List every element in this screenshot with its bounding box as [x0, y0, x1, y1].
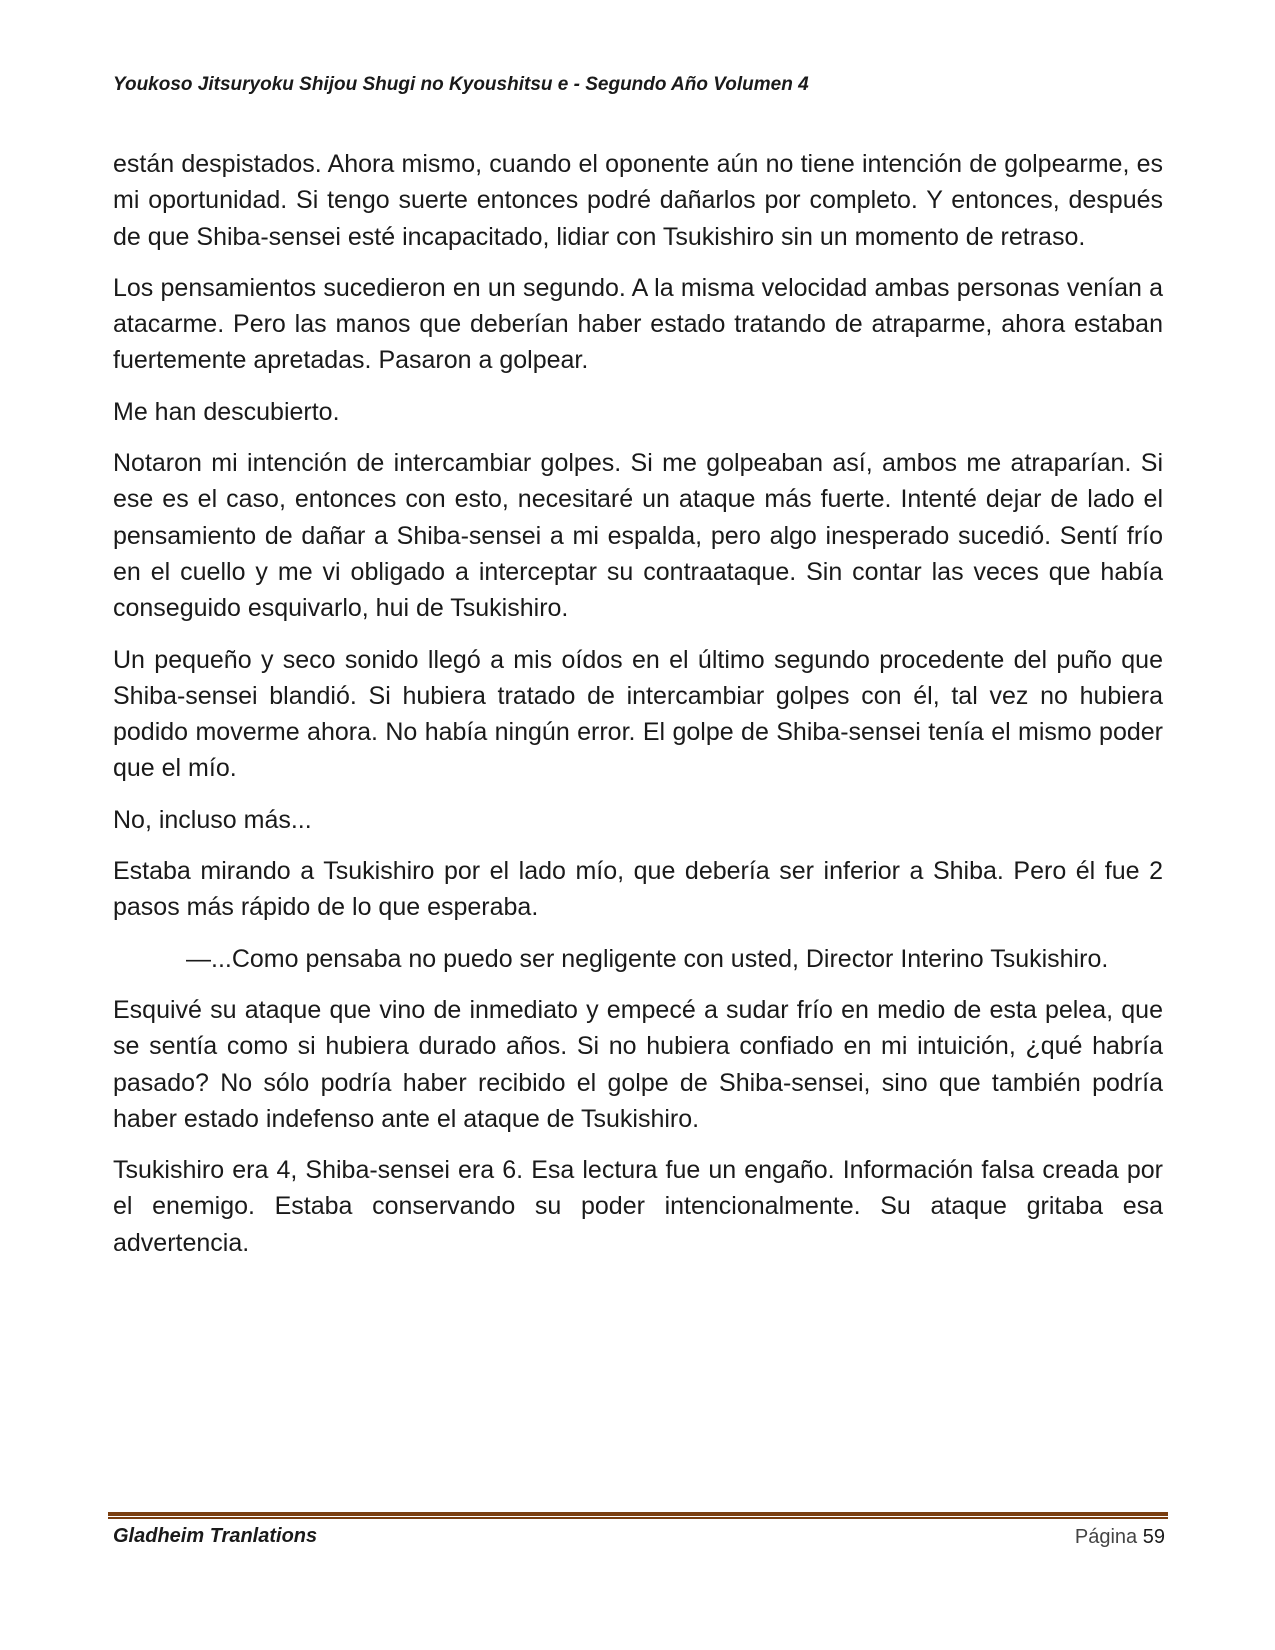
footer-divider-thick — [108, 1512, 1168, 1516]
paragraph-5: Un pequeño y seco sonido llegó a mis oídos en el último segundo procedente del puño que Shiba-sensei blandió. Si hubiera tratado de intercambiar golpes con él, tal vez no hubiera podido moverme ahora. No había ningún error. El golpe de Shiba-sensei tenía el mismo poder que el mío. — [113, 645, 1163, 783]
footer-divider-thin — [108, 1517, 1168, 1519]
paragraph-2: Los pensamientos sucedieron en un segundo. A la misma velocidad ambas personas venían a atacarme. Pero las manos que deberían haber estado tratando de atraparme, ahora estaban fuertemente apretadas. Pasaron a golpear. — [113, 273, 1163, 375]
paragraph-10: Tsukishiro era 4, Shiba-sensei era 6. Esa lectura fue un engaño. Información falsa creada por el enemigo. Estaba conservando su poder intencionalmente. Su ataque gritaba esa advertencia. — [113, 1156, 1163, 1257]
body-text — [113, 146, 1163, 1276]
page-header-title: Youkoso Jitsuryoku Shijou Shugi no Kyoushitsu e - Segundo Año Volumen 4 — [113, 74, 809, 95]
paragraph-1: están despistados. Ahora mismo, cuando el oponente aún no tiene intención de golpearme, es mi oportunidad. Si tengo suerte entonces podré dañarlos por completo. Y entonces, después de que Shiba-sensei esté incapacitado, lidiar con Tsukishiro sin un momento de retraso. — [113, 150, 1163, 251]
paragraph-7: Estaba mirando a Tsukishiro por el lado mío, que debería ser inferior a Shiba. Pero él fue 2 pasos más rápido de lo que esperaba. — [113, 857, 1163, 922]
paragraph-3: Me han descubierto. — [113, 397, 340, 426]
footer-divider — [108, 1512, 1168, 1519]
paragraph-8-dialogue: —...Como pensaba no puedo ser negligente con usted, Director Interino Tsukishiro. — [186, 944, 1109, 973]
paragraph-9: Esquivé su ataque que vino de inmediato y empecé a sudar frío en medio de esta pelea, que se sentía como si hubiera durado años. Si no hubiera confiado en mi intuición, ¿qué habría pasado? No sólo podría haber recibido el golpe de Shiba-sensei, sino que también podría haber estado indefenso ante el ataque de Tsukishiro. — [113, 995, 1163, 1133]
paragraph-4: Notaron mi intención de intercambiar golpes. Si me golpeaban así, ambos me atraparían. Si ese es el caso, entonces con esto, necesitaré un ataque más fuerte. Intenté dejar de lado el pensamiento de dañar a Shiba-sensei a mi espalda, pero algo inesperado sucedió. Sentí frío en el cuello y me vi obligado a interceptar su contraataque. Sin contar las veces que había conseguido esquivarlo, hui de Tsukishiro. — [113, 449, 1163, 623]
footer-credit: Gladheim Tranlations — [113, 1525, 318, 1547]
paragraph-6: No, incluso más... — [113, 805, 312, 834]
footer-page-indicator — [1075, 1526, 1165, 1549]
page-label: Página — [1074, 1526, 1138, 1548]
page-number: 59 — [1142, 1526, 1165, 1548]
